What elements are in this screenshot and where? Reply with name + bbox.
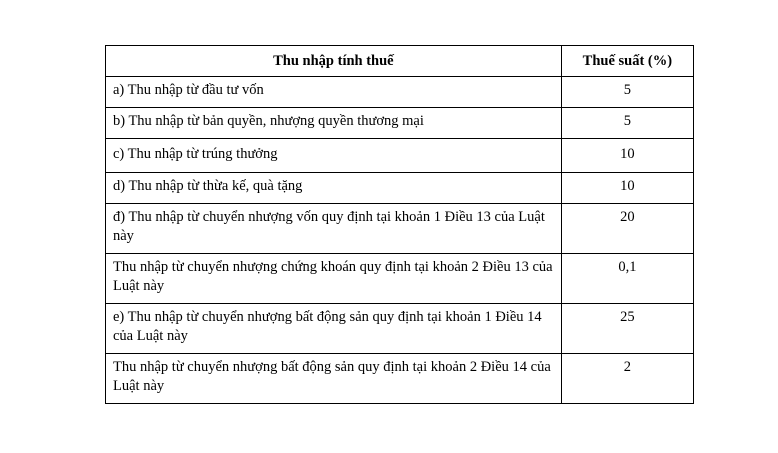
table-row [106,304,694,354]
rate-cell: 10 [561,173,693,204]
rate-cell: 2 [561,354,693,404]
header-tax-rate: Thuế suất (%) [561,46,693,77]
income-cell: b) Thu nhập từ bản quyền, nhượng quyền thương mại [106,108,562,139]
rate-cell: 5 [561,108,693,139]
table-row [106,77,694,108]
header-taxable-income: Thu nhập tính thuế [106,46,562,77]
income-cell: đ) Thu nhập từ chuyển nhượng vốn quy định tại khoản 1 Điều 13 của Luật này [106,204,562,254]
tax-rate-table [105,45,694,404]
income-cell: Thu nhập từ chuyển nhượng chứng khoán quy định tại khoản 2 Điều 13 của Luật này [106,254,562,304]
income-cell: a) Thu nhập từ đầu tư vốn [106,77,562,108]
table-row [106,204,694,254]
table-header-row [106,46,694,77]
income-cell: d) Thu nhập từ thừa kế, quà tặng [106,173,562,204]
table-row [106,139,694,173]
income-cell: e) Thu nhập từ chuyển nhượng bất động sản quy định tại khoản 1 Điều 14 của Luật này [106,304,562,354]
rate-cell: 20 [561,204,693,254]
rate-cell: 25 [561,304,693,354]
table-row [106,173,694,204]
income-cell: Thu nhập từ chuyển nhượng bất động sản quy định tại khoản 2 Điều 14 của Luật này [106,354,562,404]
table-row [106,108,694,139]
rate-cell: 5 [561,77,693,108]
income-cell: c) Thu nhập từ trúng thưởng [106,139,562,173]
rate-cell: 0,1 [561,254,693,304]
table-row [106,354,694,404]
table-row [106,254,694,304]
rate-cell: 10 [561,139,693,173]
